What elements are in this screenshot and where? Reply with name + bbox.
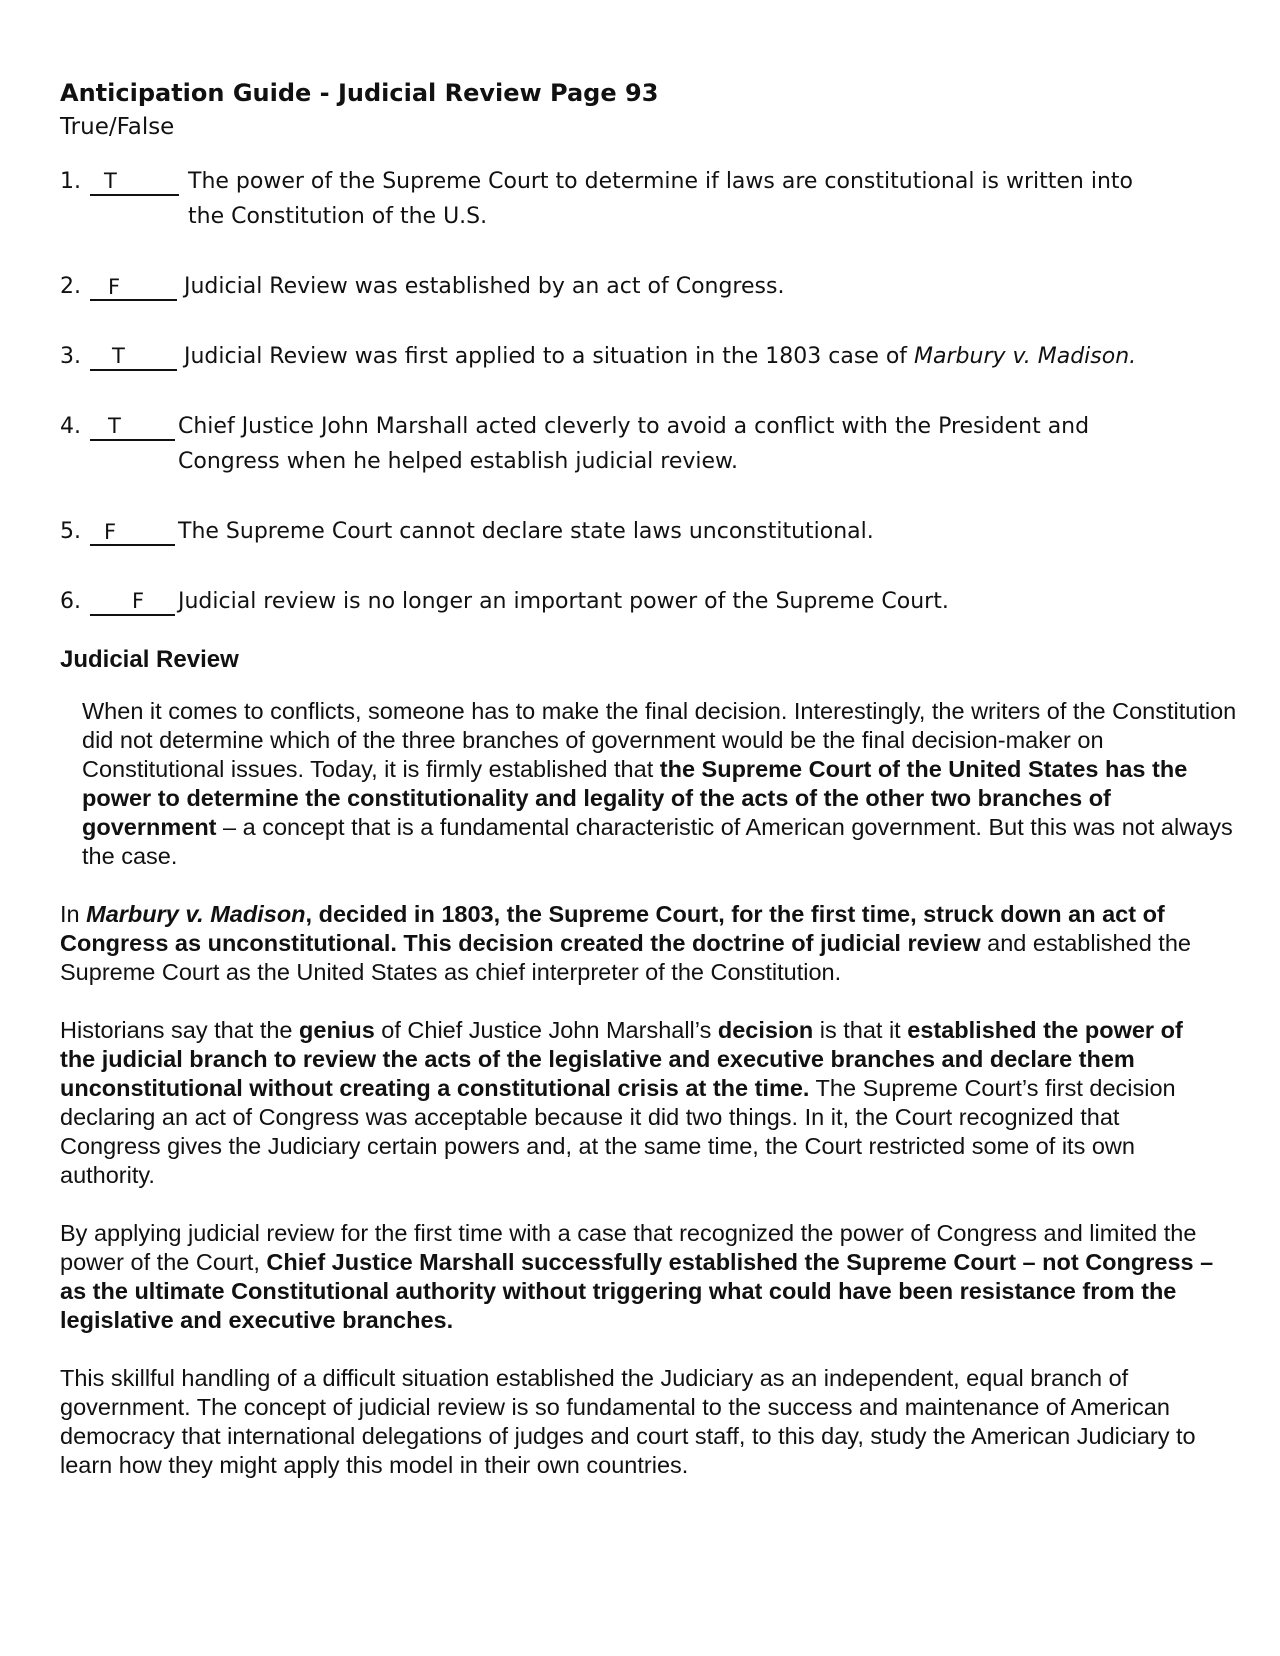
question-2 xyxy=(60,269,1220,304)
paragraph-1 xyxy=(60,697,1242,871)
p3-bold-established: established the power of the judicial branch to review the acts of the legislative and executive branches and declare them unconstitutional without creating a constitutional crisis at the time. xyxy=(60,1017,1183,1101)
p2-text-a: In xyxy=(60,901,87,927)
p2-text-d: and established the Supreme Court as the United States as chief interpreter of the Constitution. xyxy=(60,930,1191,985)
answer-value: F xyxy=(108,275,121,299)
paragraph-5 xyxy=(60,1364,1220,1480)
section-heading: Judicial Review xyxy=(60,646,239,673)
worksheet xyxy=(60,76,1237,1509)
question-statement xyxy=(60,409,1220,479)
question-number: 2. xyxy=(60,274,81,299)
answer-blank[interactable] xyxy=(90,269,177,301)
p3-text-a: Historians say that the xyxy=(60,1017,300,1043)
p3-text-g: The Supreme Court’s first decision declaring an act of Congress was acceptable because it did two things. In it, the Court recognized that Congress gives the Judiciary certain powers and, at the same time, the Court restricted some of its own authority. xyxy=(60,1075,1176,1188)
statement-line-2: Congress when he helped establish judicial review. xyxy=(178,449,739,474)
question-statement: Judicial Review was established by an act of Congress. xyxy=(184,274,785,299)
statement-line-2: the Constitution of the U.S. xyxy=(188,204,488,229)
answer-blank[interactable] xyxy=(90,514,175,546)
p4-bold: Chief Justice Marshall successfully established the Supreme Court – not Congress – as the ultimate Constitutional authority without triggering what could have been resistance from the legislative and executive branches. xyxy=(60,1249,1214,1333)
statement-text: Judicial Review was first applied to a situation in the 1803 case of xyxy=(184,344,915,369)
question-number: 6. xyxy=(60,589,81,614)
p5-text: This skillful handling of a difficult situation established the Judiciary as an independent, equal branch of government. The concept of judicial review is so fundamental to the success and maintenance of American democracy that international delegations of judges and court staff, to this day, study the American Judiciary to learn how they might apply this model in their own countries. xyxy=(60,1365,1196,1478)
p1-text-c: – a concept that is a fundamental characteristic of American government. But this was not always the case. xyxy=(82,814,1233,869)
answer-value: T xyxy=(104,169,117,193)
paragraph-2 xyxy=(60,900,1220,987)
question-3 xyxy=(60,339,1220,374)
answer-blank[interactable] xyxy=(90,409,175,441)
statement-line-1: The power of the Supreme Court to determine if laws are constitutional is written into xyxy=(188,169,1134,194)
p2-case-name: Marbury v. Madison xyxy=(86,901,306,927)
question-number: 3. xyxy=(60,344,81,369)
p4-text-a: By applying judicial review for the first time with a case that recognized the power of Congress and limited the power of the Court, xyxy=(60,1220,1197,1275)
question-number: 5. xyxy=(60,519,81,544)
page-title: Anticipation Guide - Judicial Review Page 93 xyxy=(60,79,659,107)
answer-value: T xyxy=(108,414,121,438)
statement-line-1: Chief Justice John Marshall acted cleverly to avoid a conflict with the President and xyxy=(178,414,1090,439)
question-5 xyxy=(60,514,1220,549)
question-4 xyxy=(60,409,1220,479)
p3-bold-decision: decision xyxy=(717,1017,814,1043)
p3-text-c: of Chief Justice John Marshall’s xyxy=(374,1017,718,1043)
answer-blank[interactable] xyxy=(90,339,177,371)
page-subtitle: True/False xyxy=(60,114,175,140)
question-statement xyxy=(60,339,1220,374)
p1-bold: the Supreme Court of the United States has the power to determine the constitutionality and legality of the acts of the other two branches of government xyxy=(82,756,1188,840)
answer-value: F xyxy=(132,589,145,613)
answer-value: T xyxy=(112,344,125,368)
question-statement xyxy=(60,164,1220,234)
question-6 xyxy=(60,584,1220,619)
case-name: Marbury v. Madison. xyxy=(914,344,1137,369)
p3-bold-genius: genius xyxy=(299,1017,375,1043)
question-statement: The Supreme Court cannot declare state laws unconstitutional. xyxy=(178,519,874,544)
answer-value: F xyxy=(104,520,117,544)
paragraph-4 xyxy=(60,1219,1220,1335)
paragraph-3 xyxy=(60,1016,1220,1190)
p1-text-a: When it comes to conflicts, someone has to make the final decision. Interestingly, the writers of the Constitution did not determine which of the three branches of government would be the final decision-maker on Constitutional issues. Today, it is firmly established that xyxy=(82,698,1237,782)
p3-text-e: is that it xyxy=(813,1017,908,1043)
question-statement: Judicial review is no longer an important power of the Supreme Court. xyxy=(178,589,949,614)
question-number: 1. xyxy=(60,169,81,194)
question-1 xyxy=(60,164,1220,234)
question-number: 4. xyxy=(60,414,81,439)
p2-bold: , decided in 1803, the Supreme Court, for the first time, struck down an act of Congress as unconstitutional. This decision created the doctrine of judicial review xyxy=(60,901,1165,956)
